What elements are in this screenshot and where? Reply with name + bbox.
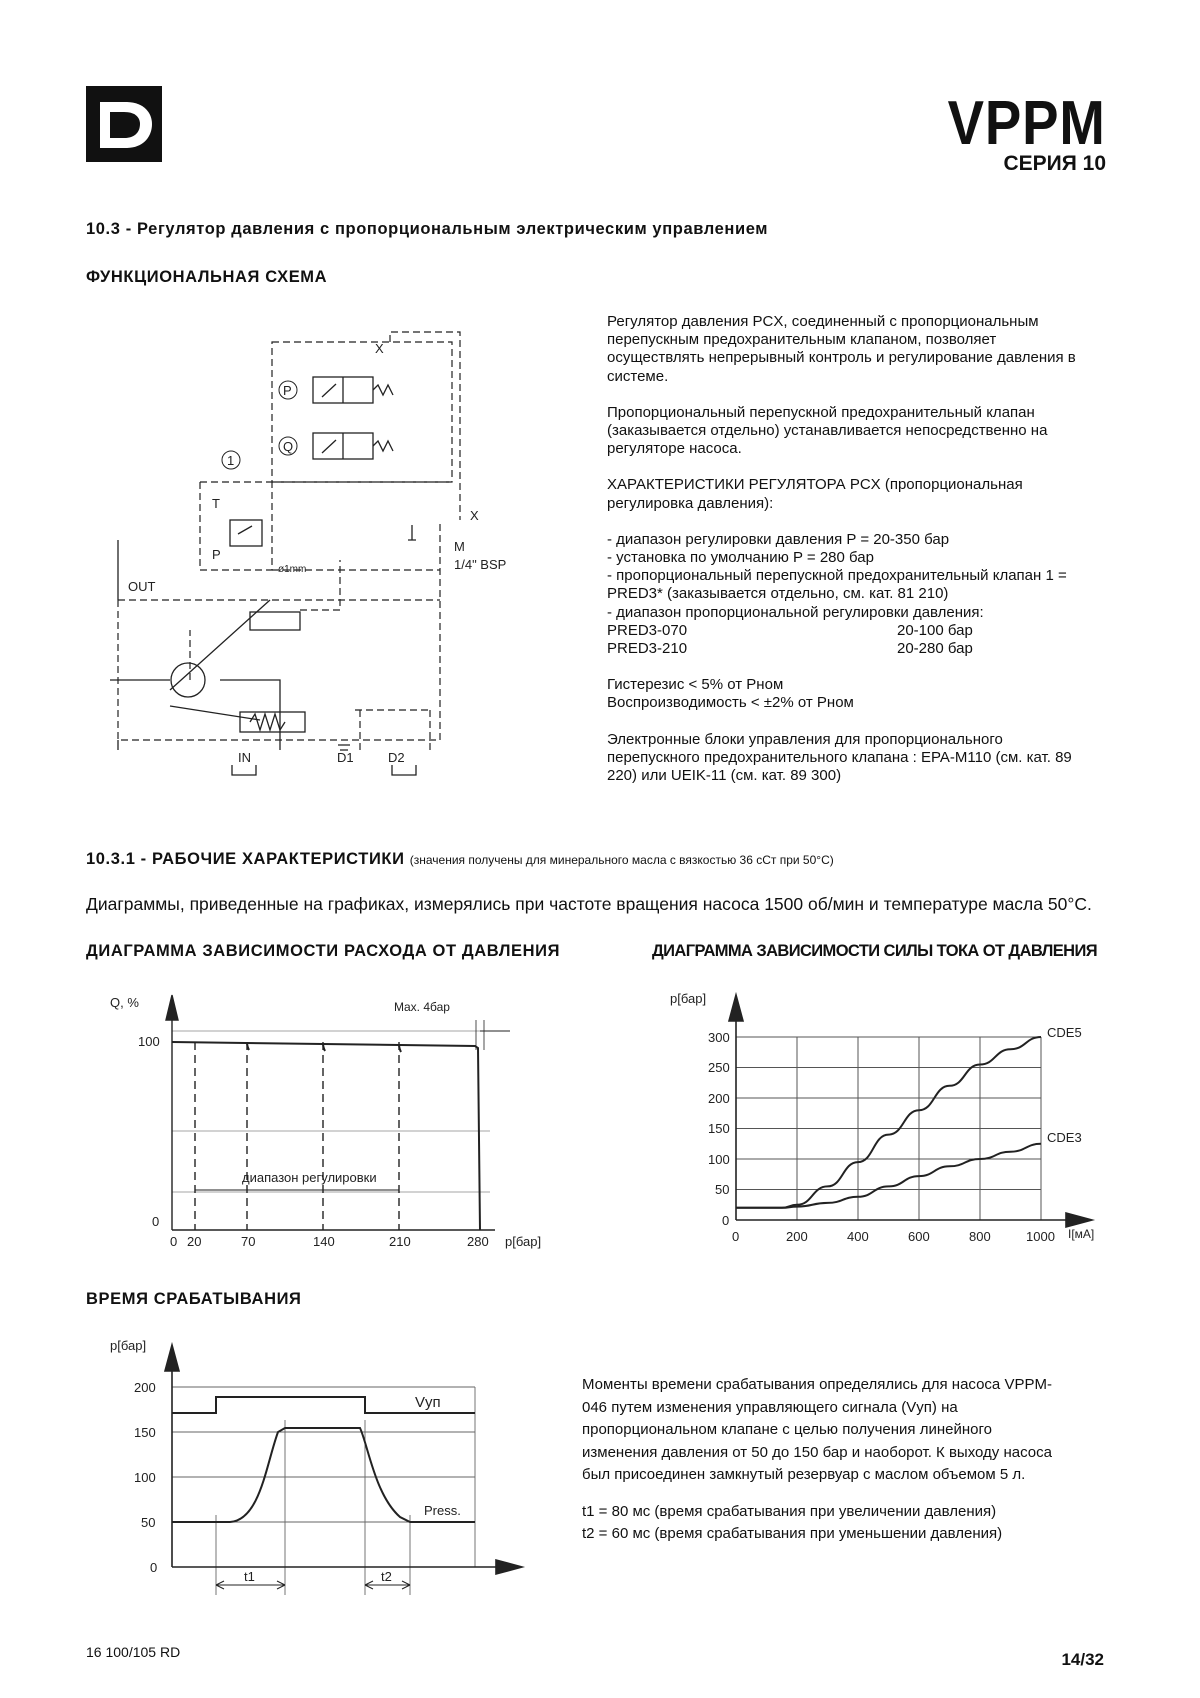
schema-label-d2: D2 <box>388 750 405 765</box>
description-para3: ХАРАКТЕРИСТИКИ РЕГУЛЯТОРА PCX (пропорциональная регулировка давления): <box>607 476 1023 512</box>
response-description <box>582 1374 1052 1546</box>
document-code: 16 100/105 RD <box>86 1644 181 1660</box>
response-ylabel: p[бар] <box>110 1338 147 1353</box>
response-ytick: 50 <box>141 1515 156 1530</box>
schema-label-out: OUT <box>128 579 156 594</box>
logo-d-icon <box>86 86 162 162</box>
current-xtick: 0 <box>732 1229 740 1244</box>
current-ytick: 150 <box>708 1121 730 1136</box>
response-ytick: 200 <box>134 1380 156 1395</box>
current-ytick: 0 <box>722 1213 730 1228</box>
pred-row <box>607 640 1095 658</box>
spec-item: - пропорциональный перепускной предохранительный клапан 1 = PRED3* (заказывается отдельно, см. кат. 81 210) <box>607 567 1067 603</box>
t1-label: t1 <box>244 1569 255 1584</box>
current-xtick: 400 <box>847 1229 869 1244</box>
series-label-cde5: CDE5 <box>1047 1025 1082 1040</box>
flow-ylabel: Q, % <box>110 995 139 1010</box>
response-ytick: 0 <box>150 1560 158 1575</box>
response-ytick: 150 <box>134 1425 156 1440</box>
flow-annotation-max: Max. 4бар <box>394 1000 450 1014</box>
spec-item: - диапазон регулировки давления P = 20-350 бар <box>607 530 950 548</box>
flow-chart-heading: ДИАГРАММА ЗАВИСИМОСТИ РАСХОДА ОТ ДАВЛЕНИЯ <box>86 942 561 960</box>
response-t1: t1 = 80 мс (время срабатывания при увеличении давления) <box>582 1502 997 1520</box>
t2-label: t2 <box>381 1569 392 1584</box>
pred-row <box>607 622 1095 640</box>
repeatability: Воспроизводимость < ±2% от Рном <box>607 694 854 712</box>
flow-annotation-range: диапазон регулировки <box>242 1170 377 1185</box>
flow-pressure-chart <box>100 990 560 1250</box>
current-ytick: 250 <box>708 1060 730 1075</box>
current-ytick: 100 <box>708 1152 730 1167</box>
pred-range: 20-100 бар <box>897 621 973 639</box>
description-block <box>607 313 1095 803</box>
response-heading: ВРЕМЯ СРАБАТЫВАНИЯ <box>86 1290 302 1308</box>
schema-label-d1: D1 <box>337 750 354 765</box>
product-title: VPPM <box>947 89 1106 158</box>
response-t2: t2 = 60 мс (время срабатывания при уменьшении давления) <box>582 1525 1003 1542</box>
flow-xtick: 20 <box>187 1234 202 1249</box>
hysteresis: Гистерезис < 5% от Рном <box>607 676 784 694</box>
schema-label-bsp: 1/4" BSP <box>454 557 507 572</box>
series-line-cde3 <box>736 1144 1041 1208</box>
current-xtick: 200 <box>786 1229 808 1244</box>
current-ytick: 300 <box>708 1030 730 1045</box>
flow-ytick-100: 100 <box>138 1034 160 1049</box>
schema-label-p2: P <box>212 547 221 562</box>
flow-xtick: 210 <box>389 1234 411 1249</box>
flow-xtick: 70 <box>241 1234 256 1249</box>
response-ytick: 100 <box>134 1470 156 1485</box>
current-xtick: 800 <box>969 1229 991 1244</box>
schema-heading: ФУНКЦИОНАЛЬНАЯ СХЕМА <box>86 268 328 286</box>
current-ytick: 200 <box>708 1091 730 1106</box>
schema-label-p: P <box>283 383 292 398</box>
description-para1: Регулятор давления PCX, соединенный с пропорциональным перепускным предохранительным клапаном, позволяет осуществлять непрерывный контроль и регулирование давления в системе. <box>607 313 1076 385</box>
series-label-cde3: CDE3 <box>1047 1130 1082 1145</box>
flow-ytick-0: 0 <box>152 1214 160 1229</box>
current-xtick: 1000 <box>1026 1229 1055 1244</box>
hydraulic-schema <box>100 330 520 780</box>
section-heading: 10.3 - Регулятор давления с пропорциональным электрическим управлением <box>86 220 769 238</box>
pred-model: PRED3-070 <box>607 621 688 639</box>
pred-range: 20-280 бар <box>897 640 973 658</box>
performance-title: 10.3.1 - РАБОЧИЕ ХАРАКТЕРИСТИКИ <box>86 850 405 868</box>
schema-label-x-top: X <box>375 341 384 356</box>
performance-note: (значения получены для минерального масла с вязкостью 36 cСт при 50°C) <box>409 853 834 867</box>
series-label-press: Press. <box>424 1503 461 1518</box>
performance-intro: Диаграммы, приведенные на графиках, измерялись при частоте вращения насоса 1500 об/мин и температуре масла 50°C. <box>86 894 1092 914</box>
page-number: 14/32 <box>1061 1650 1104 1669</box>
flow-xtick: 140 <box>313 1234 335 1249</box>
schema-label-in: IN <box>238 750 251 765</box>
flow-xlabel: p[бар] <box>505 1234 542 1249</box>
description-para2: Пропорциональный перепускной предохранительный клапан (заказывается отдельно) устанавливается непосредственно на регуляторе насоса. <box>607 403 1048 458</box>
current-ylabel: p[бар] <box>670 991 707 1006</box>
flow-curve <box>172 1042 480 1230</box>
performance-heading <box>86 850 834 869</box>
series-label-vup: Vуп <box>415 1394 441 1411</box>
response-para: Моменты времени срабатывания определялись для насоса VPPM-046 путем изменения управляющего сигнала (Vуп) на пропорциональном клапане с целью получения линейного изменения давления от 50 до 150 бар и наоборот. К выходу насоса был присоединен замкнутый резервуар с маслом объемом 5 л. <box>582 1376 1052 1483</box>
schema-label-x-side: X <box>470 508 479 523</box>
flow-xtick: 280 <box>467 1234 489 1249</box>
current-xlabel: I[мА] <box>1068 1227 1095 1241</box>
current-chart-heading: ДИАГРАММА ЗАВИСИМОСТИ СИЛЫ ТОКА ОТ ДАВЛЕНИЯ <box>652 942 1098 960</box>
description-para4: Электронные блоки управления для пропорционального перепускного предохранительного клапана : EPA-M110 (см. кат. 89 220) или UEIK-11 (см. кат. 89 300) <box>607 730 1072 785</box>
current-xtick: 600 <box>908 1229 930 1244</box>
company-logo <box>86 86 162 162</box>
schema-label-t: T <box>212 496 220 511</box>
current-ytick: 50 <box>715 1182 730 1197</box>
spec-item: - установка по умолчанию P = 280 бар <box>607 549 874 567</box>
spec-item: - диапазон пропорциональной регулировки давления: <box>607 603 984 621</box>
spec-list <box>607 531 1095 658</box>
series-line-cde5 <box>736 1037 1041 1208</box>
series-label: СЕРИЯ 10 <box>1003 152 1106 175</box>
schema-label-1: 1 <box>227 453 235 468</box>
response-time-chart <box>100 1335 540 1605</box>
current-pressure-chart <box>660 985 1120 1250</box>
flow-xtick: 0 <box>170 1234 178 1249</box>
pred-model: PRED3-210 <box>607 640 688 658</box>
schema-label-m: M <box>454 539 465 554</box>
schema-label-orifice: ø1mm <box>278 564 307 575</box>
schema-label-q: Q <box>283 439 294 454</box>
